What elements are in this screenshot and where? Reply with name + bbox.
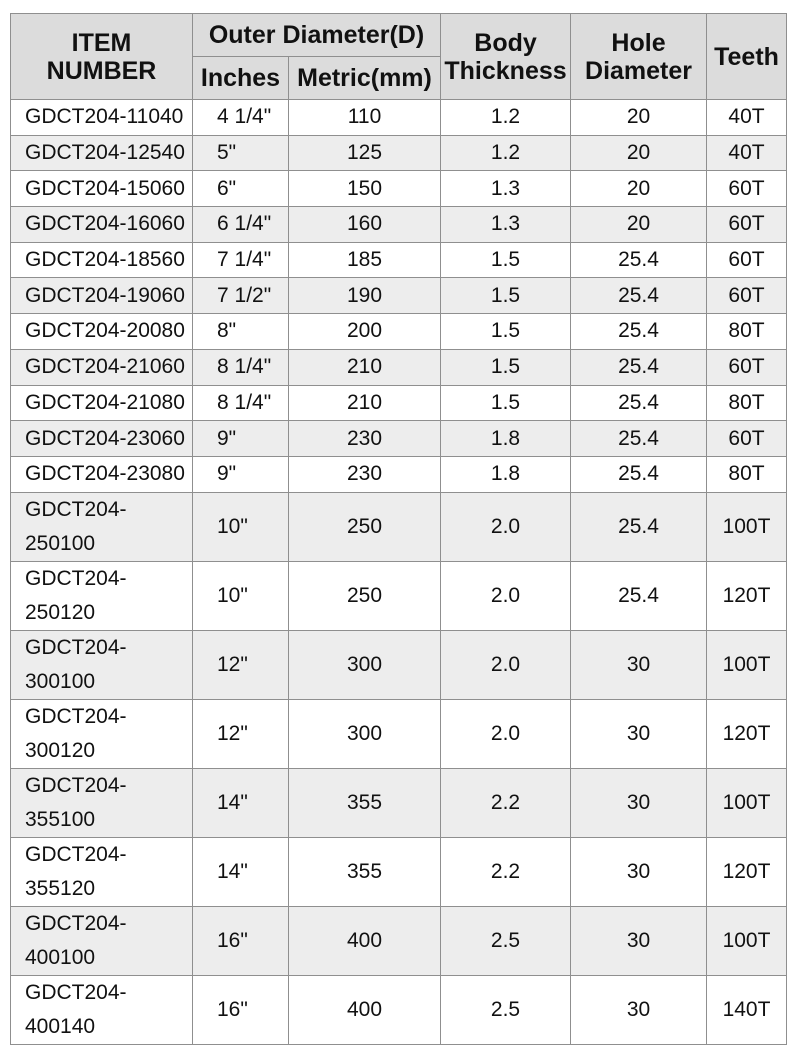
cell-teeth: 60T [707, 278, 787, 314]
table-row [11, 242, 787, 278]
cell-hole-diameter: 25.4 [571, 492, 707, 561]
cell-body-thickness: 2.2 [441, 768, 571, 837]
cell-item-number: GDCT204-21080 [11, 385, 193, 421]
cell-teeth: 100T [707, 906, 787, 975]
table-row [11, 492, 787, 561]
cell-teeth: 60T [707, 207, 787, 243]
cell-teeth: 100T [707, 768, 787, 837]
cell-item-number: GDCT204-355120 [11, 837, 193, 906]
cell-hole-diameter: 25.4 [571, 314, 707, 350]
cell-item-number: GDCT204-20080 [11, 314, 193, 350]
cell-body-thickness: 2.5 [441, 906, 571, 975]
cell-body-thickness: 1.5 [441, 242, 571, 278]
cell-item-number: GDCT204-18560 [11, 242, 193, 278]
cell-teeth: 120T [707, 837, 787, 906]
cell-body-thickness: 1.5 [441, 349, 571, 385]
cell-inches: 10" [193, 492, 289, 561]
table-row [11, 349, 787, 385]
cell-metric: 230 [289, 421, 441, 457]
cell-metric: 150 [289, 171, 441, 207]
cell-hole-diameter: 25.4 [571, 278, 707, 314]
table-row [11, 278, 787, 314]
table-row [11, 906, 787, 975]
cell-metric: 300 [289, 630, 441, 699]
table-row [11, 456, 787, 492]
cell-body-thickness: 2.2 [441, 837, 571, 906]
cell-item-number: GDCT204-19060 [11, 278, 193, 314]
header-metric: Metric(mm) [289, 57, 441, 100]
cell-inches: 14" [193, 768, 289, 837]
header-outer-diameter: Outer Diameter(D) [193, 14, 441, 57]
cell-inches: 7 1/4" [193, 242, 289, 278]
cell-body-thickness: 1.8 [441, 456, 571, 492]
spec-table [10, 13, 787, 1045]
cell-inches: 8" [193, 314, 289, 350]
cell-teeth: 80T [707, 385, 787, 421]
cell-inches: 5" [193, 135, 289, 171]
cell-metric: 400 [289, 975, 441, 1044]
table-body [11, 100, 787, 1045]
table-row [11, 135, 787, 171]
cell-metric: 400 [289, 906, 441, 975]
table-row [11, 837, 787, 906]
cell-inches: 4 1/4" [193, 100, 289, 136]
cell-item-number: GDCT204-250120 [11, 561, 193, 630]
cell-body-thickness: 1.2 [441, 100, 571, 136]
cell-hole-diameter: 30 [571, 975, 707, 1044]
cell-teeth: 40T [707, 135, 787, 171]
cell-metric: 250 [289, 492, 441, 561]
cell-item-number: GDCT204-250100 [11, 492, 193, 561]
cell-metric: 200 [289, 314, 441, 350]
cell-inches: 6 1/4" [193, 207, 289, 243]
cell-item-number: GDCT204-400100 [11, 906, 193, 975]
cell-metric: 300 [289, 699, 441, 768]
table-row [11, 100, 787, 136]
table-row [11, 421, 787, 457]
cell-item-number: GDCT204-15060 [11, 171, 193, 207]
cell-hole-diameter: 25.4 [571, 385, 707, 421]
cell-metric: 185 [289, 242, 441, 278]
cell-metric: 190 [289, 278, 441, 314]
table-row [11, 314, 787, 350]
cell-hole-diameter: 20 [571, 100, 707, 136]
table-row [11, 975, 787, 1044]
cell-teeth: 40T [707, 100, 787, 136]
cell-metric: 355 [289, 837, 441, 906]
cell-hole-diameter: 30 [571, 768, 707, 837]
cell-item-number: GDCT204-300120 [11, 699, 193, 768]
cell-teeth: 60T [707, 421, 787, 457]
cell-inches: 12" [193, 630, 289, 699]
header-item-number: ITEM NUMBER [11, 14, 193, 100]
cell-inches: 16" [193, 906, 289, 975]
cell-hole-diameter: 20 [571, 171, 707, 207]
cell-teeth: 140T [707, 975, 787, 1044]
cell-item-number: GDCT204-21060 [11, 349, 193, 385]
cell-metric: 110 [289, 100, 441, 136]
cell-item-number: GDCT204-11040 [11, 100, 193, 136]
cell-body-thickness: 1.5 [441, 385, 571, 421]
cell-body-thickness: 1.3 [441, 171, 571, 207]
header-teeth: Teeth [707, 14, 787, 100]
cell-metric: 210 [289, 349, 441, 385]
cell-item-number: GDCT204-355100 [11, 768, 193, 837]
cell-body-thickness: 1.5 [441, 314, 571, 350]
cell-body-thickness: 1.2 [441, 135, 571, 171]
cell-inches: 8 1/4" [193, 385, 289, 421]
cell-hole-diameter: 25.4 [571, 421, 707, 457]
cell-hole-diameter: 30 [571, 630, 707, 699]
spec-table-container [10, 13, 786, 1045]
cell-hole-diameter: 25.4 [571, 561, 707, 630]
header-body-thickness: Body Thickness [441, 14, 571, 100]
cell-item-number: GDCT204-23060 [11, 421, 193, 457]
cell-teeth: 60T [707, 242, 787, 278]
cell-body-thickness: 2.5 [441, 975, 571, 1044]
cell-inches: 16" [193, 975, 289, 1044]
cell-hole-diameter: 20 [571, 207, 707, 243]
cell-hole-diameter: 25.4 [571, 349, 707, 385]
cell-teeth: 100T [707, 630, 787, 699]
cell-teeth: 80T [707, 456, 787, 492]
cell-metric: 125 [289, 135, 441, 171]
table-row [11, 385, 787, 421]
cell-inches: 6" [193, 171, 289, 207]
cell-inches: 12" [193, 699, 289, 768]
cell-inches: 8 1/4" [193, 349, 289, 385]
cell-inches: 9" [193, 456, 289, 492]
cell-inches: 14" [193, 837, 289, 906]
cell-inches: 10" [193, 561, 289, 630]
table-row [11, 561, 787, 630]
cell-metric: 160 [289, 207, 441, 243]
cell-body-thickness: 1.5 [441, 278, 571, 314]
cell-item-number: GDCT204-300100 [11, 630, 193, 699]
cell-item-number: GDCT204-23080 [11, 456, 193, 492]
cell-teeth: 120T [707, 699, 787, 768]
cell-hole-diameter: 20 [571, 135, 707, 171]
cell-hole-diameter: 25.4 [571, 456, 707, 492]
cell-body-thickness: 2.0 [441, 630, 571, 699]
table-row [11, 768, 787, 837]
cell-teeth: 80T [707, 314, 787, 350]
cell-teeth: 60T [707, 171, 787, 207]
table-row [11, 630, 787, 699]
cell-metric: 210 [289, 385, 441, 421]
cell-teeth: 100T [707, 492, 787, 561]
cell-item-number: GDCT204-16060 [11, 207, 193, 243]
header-inches: Inches [193, 57, 289, 100]
cell-body-thickness: 1.3 [441, 207, 571, 243]
table-header [11, 14, 787, 100]
cell-metric: 355 [289, 768, 441, 837]
cell-item-number: GDCT204-12540 [11, 135, 193, 171]
cell-inches: 9" [193, 421, 289, 457]
cell-body-thickness: 2.0 [441, 699, 571, 768]
cell-hole-diameter: 30 [571, 906, 707, 975]
cell-body-thickness: 2.0 [441, 492, 571, 561]
cell-metric: 230 [289, 456, 441, 492]
header-hole-diameter: Hole Diameter [571, 14, 707, 100]
cell-hole-diameter: 30 [571, 699, 707, 768]
cell-body-thickness: 2.0 [441, 561, 571, 630]
cell-teeth: 120T [707, 561, 787, 630]
cell-hole-diameter: 25.4 [571, 242, 707, 278]
cell-metric: 250 [289, 561, 441, 630]
table-row [11, 171, 787, 207]
cell-item-number: GDCT204-400140 [11, 975, 193, 1044]
cell-body-thickness: 1.8 [441, 421, 571, 457]
cell-hole-diameter: 30 [571, 837, 707, 906]
cell-inches: 7 1/2" [193, 278, 289, 314]
table-row [11, 207, 787, 243]
table-row [11, 699, 787, 768]
cell-teeth: 60T [707, 349, 787, 385]
